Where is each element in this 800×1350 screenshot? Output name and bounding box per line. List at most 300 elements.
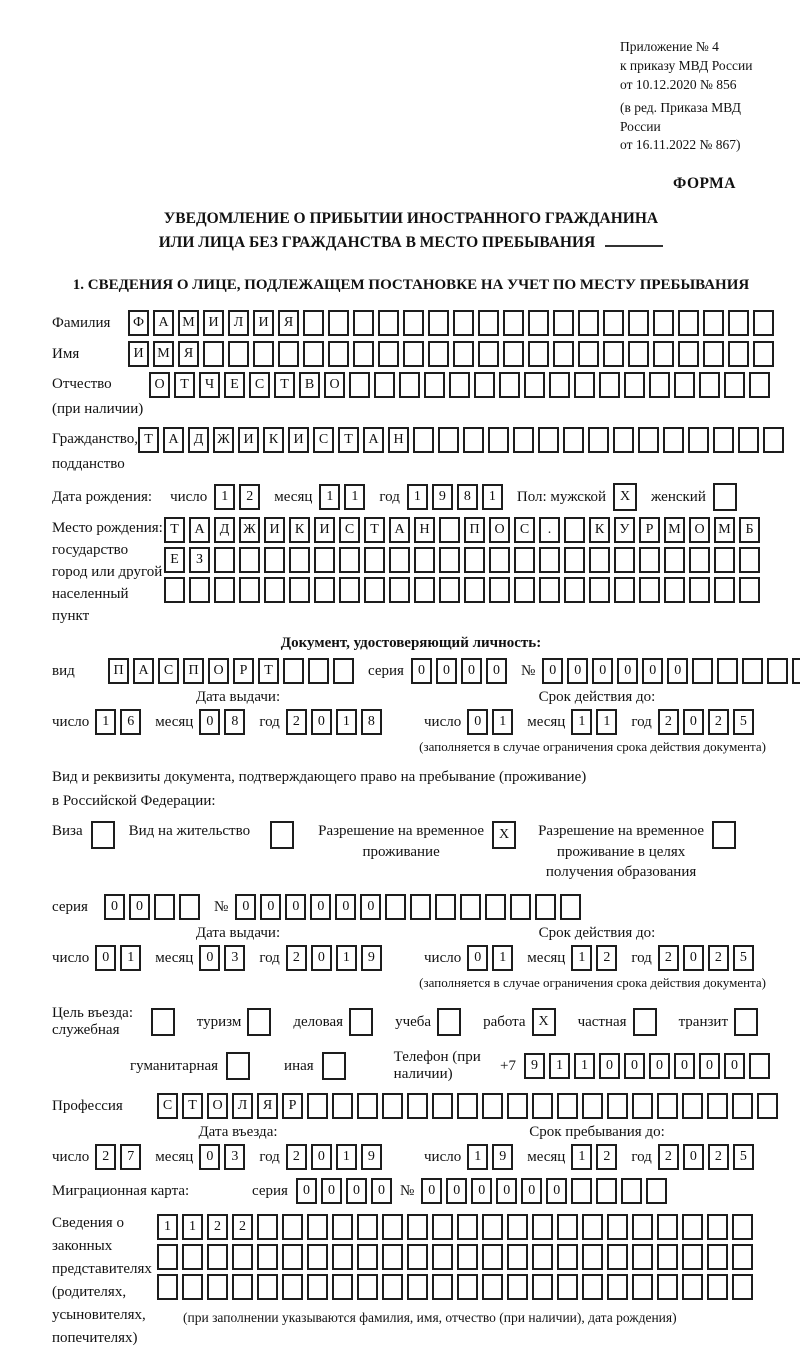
char-cell[interactable]	[332, 1244, 353, 1270]
char-cell[interactable]: 1	[571, 1144, 592, 1170]
char-cell[interactable]	[714, 547, 735, 573]
char-cell[interactable]: 0	[321, 1178, 342, 1204]
char-cell[interactable]: 2	[658, 1144, 679, 1170]
char-cell[interactable]	[738, 427, 759, 453]
char-cell[interactable]: 0	[567, 658, 588, 684]
char-cell[interactable]	[328, 341, 349, 367]
char-cell[interactable]	[432, 1274, 453, 1300]
char-cell[interactable]	[732, 1244, 753, 1270]
char-cell[interactable]: Р	[282, 1093, 303, 1119]
char-cell[interactable]: 1	[95, 709, 116, 735]
char-cell[interactable]: 1	[571, 945, 592, 971]
char-cell[interactable]	[282, 1214, 303, 1240]
char-cell[interactable]	[179, 894, 200, 920]
char-cell[interactable]: О	[208, 658, 229, 684]
char-cell[interactable]	[432, 1214, 453, 1240]
char-cell[interactable]	[703, 341, 724, 367]
char-cell[interactable]	[689, 547, 710, 573]
char-cell[interactable]: 1	[120, 945, 141, 971]
char-cell[interactable]	[528, 310, 549, 336]
char-cell[interactable]: С	[339, 517, 360, 543]
char-cell[interactable]	[582, 1274, 603, 1300]
char-cell[interactable]: Т	[138, 427, 159, 453]
char-cell[interactable]	[353, 310, 374, 336]
char-cell[interactable]: Я	[278, 310, 299, 336]
char-cell[interactable]: 0	[467, 709, 488, 735]
char-cell[interactable]	[753, 341, 774, 367]
char-cell[interactable]	[382, 1274, 403, 1300]
char-cell[interactable]: 0	[296, 1178, 317, 1204]
char-cell[interactable]	[657, 1274, 678, 1300]
char-cell[interactable]	[689, 577, 710, 603]
char-cell[interactable]: Т	[258, 658, 279, 684]
char-cell[interactable]	[728, 341, 749, 367]
char-cell[interactable]	[713, 427, 734, 453]
char-cell[interactable]	[564, 547, 585, 573]
char-cell[interactable]: П	[108, 658, 129, 684]
char-cell[interactable]	[489, 577, 510, 603]
char-cell[interactable]: 3	[224, 1144, 245, 1170]
char-cell[interactable]: 2	[95, 1144, 116, 1170]
char-cell[interactable]	[182, 1274, 203, 1300]
char-cell[interactable]	[414, 547, 435, 573]
char-cell[interactable]	[374, 372, 395, 398]
char-cell[interactable]: 1	[574, 1053, 595, 1079]
char-cell[interactable]	[364, 577, 385, 603]
char-cell[interactable]	[389, 577, 410, 603]
char-cell[interactable]	[699, 372, 720, 398]
char-cell[interactable]	[91, 821, 115, 849]
char-cell[interactable]: 0	[235, 894, 256, 920]
char-cell[interactable]	[270, 821, 294, 849]
char-cell[interactable]: 0	[436, 658, 457, 684]
char-cell[interactable]	[289, 577, 310, 603]
char-cell[interactable]	[332, 1214, 353, 1240]
char-cell[interactable]	[712, 821, 736, 849]
char-cell[interactable]	[728, 310, 749, 336]
char-cell[interactable]: 0	[311, 1144, 332, 1170]
char-cell[interactable]: 9	[492, 1144, 513, 1170]
char-cell[interactable]	[563, 427, 584, 453]
char-cell[interactable]: 0	[371, 1178, 392, 1204]
char-cell[interactable]	[307, 1093, 328, 1119]
char-cell[interactable]	[532, 1244, 553, 1270]
char-cell[interactable]: Т	[164, 517, 185, 543]
char-cell[interactable]: 0	[311, 709, 332, 735]
char-cell[interactable]: С	[514, 517, 535, 543]
char-cell[interactable]: .	[539, 517, 560, 543]
char-cell[interactable]: 1	[549, 1053, 570, 1079]
char-cell[interactable]: Я	[257, 1093, 278, 1119]
char-cell[interactable]: С	[157, 1093, 178, 1119]
char-cell[interactable]: А	[133, 658, 154, 684]
char-cell[interactable]	[457, 1093, 478, 1119]
char-cell[interactable]: 0	[624, 1053, 645, 1079]
char-cell[interactable]	[613, 427, 634, 453]
char-cell[interactable]	[628, 310, 649, 336]
char-cell[interactable]: 9	[361, 945, 382, 971]
char-cell[interactable]: 0	[285, 894, 306, 920]
char-cell[interactable]	[214, 577, 235, 603]
char-cell[interactable]	[457, 1274, 478, 1300]
char-cell[interactable]: 1	[336, 1144, 357, 1170]
char-cell[interactable]: 0	[683, 1144, 704, 1170]
char-cell[interactable]: И	[314, 517, 335, 543]
char-cell[interactable]: Р	[639, 517, 660, 543]
char-cell[interactable]	[308, 658, 329, 684]
char-cell[interactable]	[682, 1093, 703, 1119]
char-cell[interactable]	[717, 658, 738, 684]
char-cell[interactable]: 0	[104, 894, 125, 920]
char-cell[interactable]: О	[207, 1093, 228, 1119]
char-cell[interactable]	[349, 372, 370, 398]
char-cell[interactable]: 0	[411, 658, 432, 684]
char-cell[interactable]	[638, 427, 659, 453]
char-cell[interactable]	[482, 1274, 503, 1300]
char-cell[interactable]: 0	[599, 1053, 620, 1079]
char-cell[interactable]: М	[664, 517, 685, 543]
char-cell[interactable]	[332, 1274, 353, 1300]
char-cell[interactable]	[582, 1093, 603, 1119]
char-cell[interactable]: 0	[486, 658, 507, 684]
char-cell[interactable]	[510, 894, 531, 920]
char-cell[interactable]	[303, 310, 324, 336]
char-cell[interactable]	[357, 1274, 378, 1300]
char-cell[interactable]: Л	[232, 1093, 253, 1119]
char-cell[interactable]	[678, 310, 699, 336]
char-cell[interactable]	[632, 1214, 653, 1240]
char-cell[interactable]	[571, 1178, 592, 1204]
char-cell[interactable]: 0	[260, 894, 281, 920]
char-cell[interactable]	[589, 577, 610, 603]
char-cell[interactable]: 5	[733, 709, 754, 735]
char-cell[interactable]	[228, 341, 249, 367]
char-cell[interactable]	[507, 1093, 528, 1119]
char-cell[interactable]	[157, 1244, 178, 1270]
char-cell[interactable]: К	[263, 427, 284, 453]
char-cell[interactable]	[734, 1008, 758, 1036]
char-cell[interactable]	[739, 577, 760, 603]
char-cell[interactable]	[614, 547, 635, 573]
char-cell[interactable]	[614, 577, 635, 603]
char-cell[interactable]	[632, 1244, 653, 1270]
char-cell[interactable]	[437, 1008, 461, 1036]
char-cell[interactable]: Ж	[239, 517, 260, 543]
char-cell[interactable]	[407, 1244, 428, 1270]
char-cell[interactable]	[389, 547, 410, 573]
char-cell[interactable]	[607, 1274, 628, 1300]
char-cell[interactable]	[653, 341, 674, 367]
char-cell[interactable]: 0	[129, 894, 150, 920]
char-cell[interactable]	[653, 310, 674, 336]
char-cell[interactable]	[322, 1052, 346, 1080]
char-cell[interactable]	[257, 1214, 278, 1240]
char-cell[interactable]	[382, 1244, 403, 1270]
char-cell[interactable]: Е	[164, 547, 185, 573]
char-cell[interactable]	[739, 547, 760, 573]
char-cell[interactable]	[482, 1244, 503, 1270]
char-cell[interactable]: Е	[224, 372, 245, 398]
char-cell[interactable]	[157, 1274, 178, 1300]
char-cell[interactable]	[239, 577, 260, 603]
char-cell[interactable]	[682, 1274, 703, 1300]
char-cell[interactable]: М	[153, 341, 174, 367]
char-cell[interactable]	[332, 1093, 353, 1119]
char-cell[interactable]	[682, 1214, 703, 1240]
char-cell[interactable]	[428, 341, 449, 367]
char-cell[interactable]	[303, 341, 324, 367]
char-cell[interactable]: 0	[199, 1144, 220, 1170]
char-cell[interactable]: 0	[683, 945, 704, 971]
char-cell[interactable]: 2	[286, 1144, 307, 1170]
char-cell[interactable]	[339, 547, 360, 573]
char-cell[interactable]	[578, 310, 599, 336]
char-cell[interactable]	[485, 894, 506, 920]
char-cell[interactable]	[532, 1214, 553, 1240]
char-cell[interactable]: 9	[524, 1053, 545, 1079]
char-cell[interactable]	[713, 483, 737, 511]
char-cell[interactable]	[182, 1244, 203, 1270]
char-cell[interactable]	[164, 577, 185, 603]
char-cell[interactable]	[464, 577, 485, 603]
char-cell[interactable]: X	[532, 1008, 556, 1036]
char-cell[interactable]: К	[289, 517, 310, 543]
char-cell[interactable]	[507, 1214, 528, 1240]
char-cell[interactable]: 2	[708, 945, 729, 971]
char-cell[interactable]	[314, 577, 335, 603]
char-cell[interactable]	[767, 658, 788, 684]
char-cell[interactable]: 1	[571, 709, 592, 735]
char-cell[interactable]	[407, 1274, 428, 1300]
char-cell[interactable]	[538, 427, 559, 453]
char-cell[interactable]: 2	[239, 484, 260, 510]
char-cell[interactable]	[532, 1274, 553, 1300]
char-cell[interactable]: X	[492, 821, 516, 849]
char-cell[interactable]	[478, 341, 499, 367]
char-cell[interactable]: 1	[492, 709, 513, 735]
char-cell[interactable]: 1	[482, 484, 503, 510]
char-cell[interactable]: П	[464, 517, 485, 543]
char-cell[interactable]	[482, 1214, 503, 1240]
char-cell[interactable]	[282, 1244, 303, 1270]
char-cell[interactable]	[264, 577, 285, 603]
char-cell[interactable]	[657, 1244, 678, 1270]
char-cell[interactable]	[763, 427, 784, 453]
char-cell[interactable]	[714, 577, 735, 603]
char-cell[interactable]	[564, 577, 585, 603]
char-cell[interactable]: У	[614, 517, 635, 543]
char-cell[interactable]	[488, 427, 509, 453]
char-cell[interactable]: 2	[658, 945, 679, 971]
char-cell[interactable]	[792, 658, 800, 684]
char-cell[interactable]: С	[158, 658, 179, 684]
char-cell[interactable]	[382, 1214, 403, 1240]
char-cell[interactable]	[283, 658, 304, 684]
char-cell[interactable]	[589, 547, 610, 573]
char-cell[interactable]: Я	[178, 341, 199, 367]
char-cell[interactable]: Т	[274, 372, 295, 398]
char-cell[interactable]	[539, 547, 560, 573]
char-cell[interactable]	[307, 1244, 328, 1270]
char-cell[interactable]	[574, 372, 595, 398]
char-cell[interactable]	[524, 372, 545, 398]
char-cell[interactable]	[253, 341, 274, 367]
char-cell[interactable]	[507, 1244, 528, 1270]
char-cell[interactable]: М	[178, 310, 199, 336]
char-cell[interactable]: 0	[199, 709, 220, 735]
char-cell[interactable]: 0	[335, 894, 356, 920]
char-cell[interactable]	[385, 894, 406, 920]
char-cell[interactable]	[646, 1178, 667, 1204]
char-cell[interactable]	[189, 577, 210, 603]
char-cell[interactable]: 0	[674, 1053, 695, 1079]
char-cell[interactable]: И	[253, 310, 274, 336]
char-cell[interactable]	[403, 310, 424, 336]
char-cell[interactable]: А	[189, 517, 210, 543]
char-cell[interactable]	[678, 341, 699, 367]
char-cell[interactable]: 0	[467, 945, 488, 971]
char-cell[interactable]: Т	[338, 427, 359, 453]
char-cell[interactable]	[239, 547, 260, 573]
char-cell[interactable]: 9	[432, 484, 453, 510]
char-cell[interactable]	[339, 577, 360, 603]
char-cell[interactable]	[410, 894, 431, 920]
char-cell[interactable]	[449, 372, 470, 398]
char-cell[interactable]: Р	[233, 658, 254, 684]
char-cell[interactable]	[432, 1093, 453, 1119]
char-cell[interactable]: 2	[286, 945, 307, 971]
char-cell[interactable]	[207, 1244, 228, 1270]
char-cell[interactable]: 0	[649, 1053, 670, 1079]
char-cell[interactable]	[357, 1244, 378, 1270]
char-cell[interactable]	[607, 1244, 628, 1270]
char-cell[interactable]	[314, 547, 335, 573]
char-cell[interactable]: 3	[224, 945, 245, 971]
char-cell[interactable]: Д	[188, 427, 209, 453]
char-cell[interactable]: 0	[683, 709, 704, 735]
char-cell[interactable]: 5	[733, 945, 754, 971]
char-cell[interactable]	[257, 1244, 278, 1270]
char-cell[interactable]	[607, 1214, 628, 1240]
char-cell[interactable]: 2	[708, 709, 729, 735]
char-cell[interactable]	[688, 427, 709, 453]
char-cell[interactable]: С	[249, 372, 270, 398]
char-cell[interactable]	[732, 1274, 753, 1300]
char-cell[interactable]	[724, 372, 745, 398]
char-cell[interactable]: Ч	[199, 372, 220, 398]
char-cell[interactable]: 0	[642, 658, 663, 684]
char-cell[interactable]	[657, 1093, 678, 1119]
char-cell[interactable]: И	[203, 310, 224, 336]
char-cell[interactable]	[560, 894, 581, 920]
char-cell[interactable]	[749, 372, 770, 398]
char-cell[interactable]	[603, 341, 624, 367]
char-cell[interactable]	[378, 341, 399, 367]
char-cell[interactable]	[549, 372, 570, 398]
char-cell[interactable]: Т	[364, 517, 385, 543]
char-cell[interactable]: Н	[388, 427, 409, 453]
char-cell[interactable]: 6	[120, 709, 141, 735]
char-cell[interactable]: 1	[467, 1144, 488, 1170]
char-cell[interactable]	[753, 310, 774, 336]
char-cell[interactable]	[151, 1008, 175, 1036]
char-cell[interactable]: 0	[346, 1178, 367, 1204]
char-cell[interactable]: 0	[95, 945, 116, 971]
char-cell[interactable]	[674, 372, 695, 398]
char-cell[interactable]	[232, 1244, 253, 1270]
char-cell[interactable]: 0	[461, 658, 482, 684]
char-cell[interactable]: 0	[699, 1053, 720, 1079]
char-cell[interactable]	[403, 341, 424, 367]
char-cell[interactable]	[457, 1244, 478, 1270]
char-cell[interactable]	[460, 894, 481, 920]
char-cell[interactable]	[282, 1274, 303, 1300]
char-cell[interactable]: О	[149, 372, 170, 398]
char-cell[interactable]: 1	[336, 945, 357, 971]
char-cell[interactable]	[624, 372, 645, 398]
char-cell[interactable]	[499, 372, 520, 398]
char-cell[interactable]	[307, 1274, 328, 1300]
char-cell[interactable]: 0	[542, 658, 563, 684]
char-cell[interactable]: 1	[319, 484, 340, 510]
char-cell[interactable]	[663, 427, 684, 453]
char-cell[interactable]	[564, 517, 585, 543]
char-cell[interactable]: 7	[120, 1144, 141, 1170]
char-cell[interactable]	[439, 547, 460, 573]
char-cell[interactable]: 0	[521, 1178, 542, 1204]
char-cell[interactable]	[424, 372, 445, 398]
char-cell[interactable]: 1	[344, 484, 365, 510]
char-cell[interactable]: И	[264, 517, 285, 543]
char-cell[interactable]: 0	[496, 1178, 517, 1204]
char-cell[interactable]	[639, 577, 660, 603]
char-cell[interactable]: А	[163, 427, 184, 453]
char-cell[interactable]	[532, 1093, 553, 1119]
char-cell[interactable]: 0	[311, 945, 332, 971]
char-cell[interactable]: 0	[421, 1178, 442, 1204]
char-cell[interactable]: М	[714, 517, 735, 543]
char-cell[interactable]: 1	[596, 709, 617, 735]
char-cell[interactable]: X	[613, 483, 637, 511]
char-cell[interactable]: О	[489, 517, 510, 543]
char-cell[interactable]: 2	[596, 1144, 617, 1170]
char-cell[interactable]	[707, 1093, 728, 1119]
char-cell[interactable]	[703, 310, 724, 336]
char-cell[interactable]: Ф	[128, 310, 149, 336]
char-cell[interactable]	[621, 1178, 642, 1204]
char-cell[interactable]: И	[238, 427, 259, 453]
char-cell[interactable]	[432, 1244, 453, 1270]
char-cell[interactable]	[247, 1008, 271, 1036]
char-cell[interactable]: 1	[336, 709, 357, 735]
char-cell[interactable]: З	[189, 547, 210, 573]
char-cell[interactable]	[378, 310, 399, 336]
char-cell[interactable]	[333, 658, 354, 684]
char-cell[interactable]	[539, 577, 560, 603]
char-cell[interactable]: С	[313, 427, 334, 453]
char-cell[interactable]: 2	[708, 1144, 729, 1170]
char-cell[interactable]: Ж	[213, 427, 234, 453]
char-cell[interactable]	[464, 547, 485, 573]
char-cell[interactable]	[463, 427, 484, 453]
char-cell[interactable]: Л	[228, 310, 249, 336]
char-cell[interactable]: 2	[658, 709, 679, 735]
char-cell[interactable]: И	[128, 341, 149, 367]
char-cell[interactable]	[603, 310, 624, 336]
char-cell[interactable]	[535, 894, 556, 920]
char-cell[interactable]	[357, 1093, 378, 1119]
char-cell[interactable]: О	[324, 372, 345, 398]
